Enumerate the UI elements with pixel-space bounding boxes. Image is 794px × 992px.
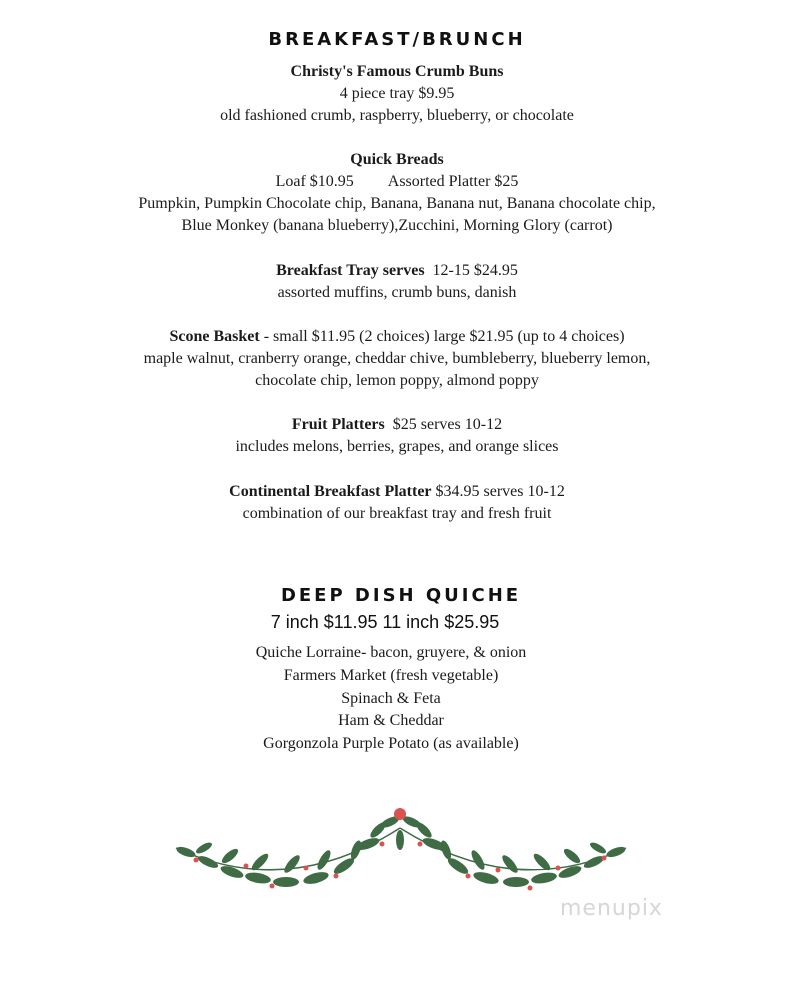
fruit-platters-detail: $25 serves 10-12 bbox=[392, 416, 503, 433]
continental-contents: combination of our breakfast tray and fresh fruit bbox=[242, 505, 552, 522]
holly-garland-icon bbox=[168, 800, 634, 900]
quick-breads-flavors-1: Pumpkin, Pumpkin Chocolate chip, Banana, Banana nut, Banana chocolate chip, bbox=[138, 195, 656, 212]
scone-basket-detail: - small $11.95 (2 choices) large $21.95 (up to 4 choices) bbox=[263, 328, 625, 345]
quiche-heading: DEEP DISH QUICHE bbox=[280, 585, 522, 606]
quiche-item: Spinach & Feta bbox=[341, 690, 441, 707]
quiche-item: Gorgonzola Purple Potato (as available) bbox=[263, 735, 519, 752]
fruit-platters-title: Fruit Platters bbox=[291, 416, 385, 433]
continental-header bbox=[0, 481, 794, 503]
fruit-platters-header bbox=[0, 414, 794, 436]
scone-basket-header bbox=[0, 326, 794, 348]
breakfast-tray-title: Breakfast Tray serves bbox=[276, 262, 425, 279]
breakfast-heading: BREAKFAST/BRUNCH bbox=[268, 29, 526, 50]
scone-flavors-2: chocolate chip, lemon poppy, almond poppy bbox=[255, 372, 539, 389]
quiche-item: Farmers Market (fresh vegetable) bbox=[283, 667, 499, 684]
continental-title: Continental Breakfast Platter bbox=[229, 483, 432, 500]
scone-flavors-1: maple walnut, cranberry orange, cheddar chive, bumbleberry, blueberry lemon, bbox=[143, 350, 651, 367]
quiche-sizes: 7 inch $11.95 11 inch $25.95 bbox=[270, 612, 500, 632]
quick-breads-loaf: Loaf $10.95 bbox=[275, 173, 354, 190]
quick-breads-title: Quick Breads bbox=[350, 151, 444, 168]
breakfast-tray-header bbox=[0, 260, 794, 282]
quiche-item: Ham & Cheddar bbox=[338, 712, 444, 729]
quick-breads-platter: Assorted Platter $25 bbox=[387, 173, 519, 190]
quiche-item: Quiche Lorraine- bacon, gruyere, & onion bbox=[255, 644, 527, 661]
continental-detail: $34.95 serves 10-12 bbox=[435, 483, 565, 500]
crumb-buns-price: 4 piece tray $9.95 bbox=[339, 85, 455, 102]
crumb-buns-title: Christy's Famous Crumb Buns bbox=[290, 63, 504, 80]
scone-basket-title: Scone Basket bbox=[169, 328, 260, 345]
quick-breads-flavors-2: Blue Monkey (banana blueberry),Zucchini, Morning Glory (carrot) bbox=[181, 217, 613, 234]
fruit-platters-contents: includes melons, berries, grapes, and orange slices bbox=[235, 438, 559, 455]
quick-breads-prices bbox=[0, 171, 794, 193]
breakfast-tray-contents: assorted muffins, crumb buns, danish bbox=[277, 284, 517, 301]
breakfast-tray-detail: 12-15 $24.95 bbox=[432, 262, 518, 279]
menupix-watermark: menupix bbox=[560, 896, 663, 921]
crumb-buns-flavors: old fashioned crumb, raspberry, blueberry, or chocolate bbox=[220, 107, 574, 124]
